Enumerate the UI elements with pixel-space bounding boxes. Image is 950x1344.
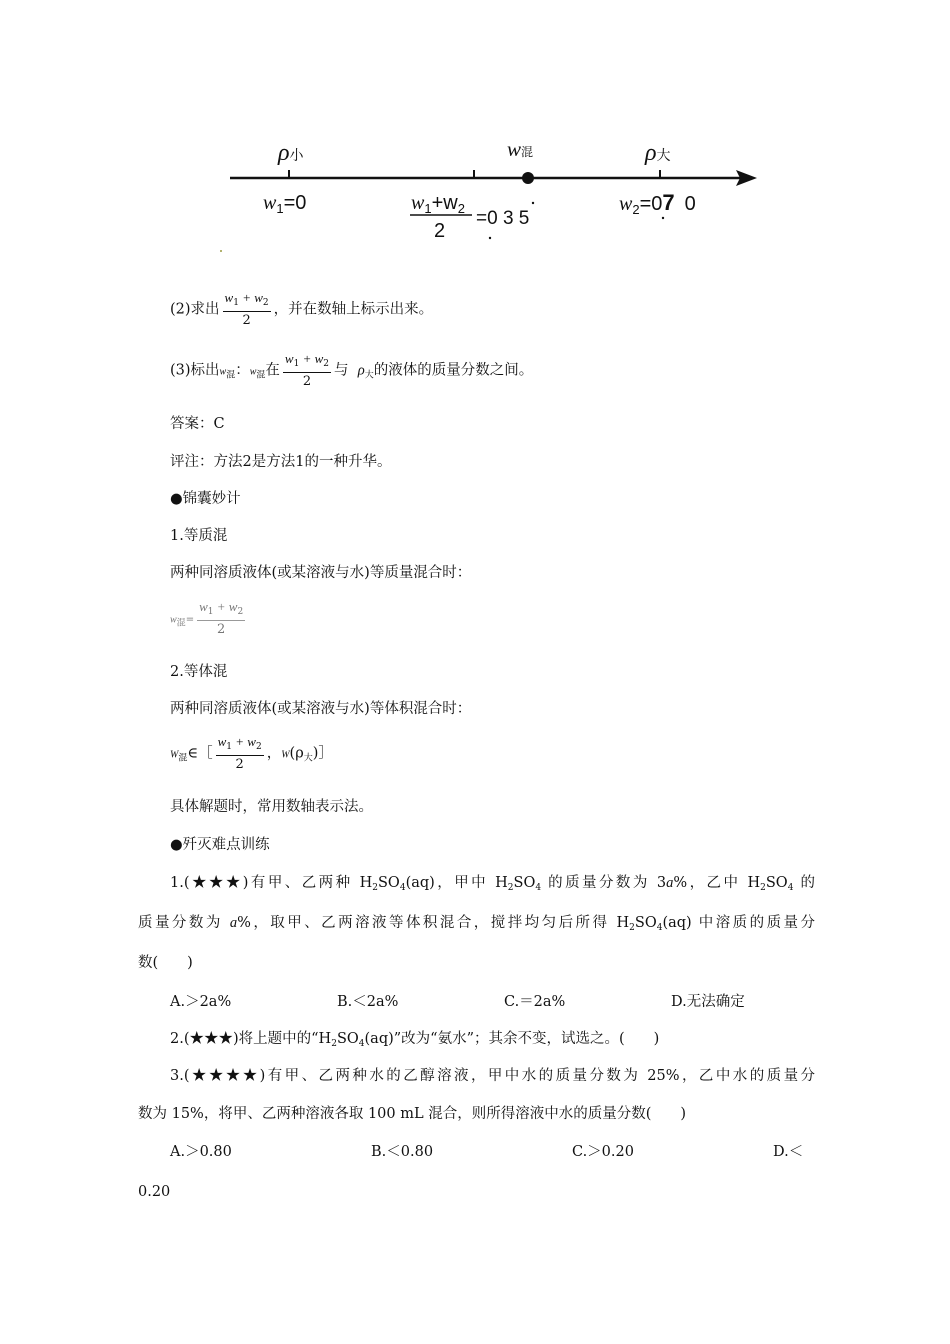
- tip2-formula: $W_混\in[$ $\frac{w_1 + w_2}{2}$ ，$W(\rho_大)]$: [170, 734, 333, 772]
- q1-option-a: A.＞2a%: [170, 994, 232, 1010]
- fraction: $\frac{w_1 + w_2}{2}$: [224, 290, 269, 328]
- step-2: (2)求出 $\frac{w_1 + w_2}{2}$ ，并在数轴上标示出来。: [170, 290, 434, 328]
- q3-option-c: C.＞0.20: [572, 1144, 634, 1160]
- w2-label: $w_2=07$ 0: [619, 190, 696, 217]
- training-heading: ●歼灭难点训练: [170, 837, 270, 853]
- answer: 答案：C: [170, 416, 225, 432]
- fraction: $\frac{w_1 + w_2}{2}$: [199, 599, 244, 637]
- number-axis: [0, 0, 950, 260]
- dot-mark: [662, 217, 664, 219]
- tip2-title: 2.等体混: [170, 664, 228, 680]
- question-3-line-1: 3.(★★★★)有甲、乙两种水的乙醇溶液，甲中水的质量分数为 25%，乙中水的质量分: [170, 1068, 815, 1084]
- fraction: $\frac{w_1 + w_2}{2}$: [217, 734, 262, 772]
- q3-option-b: B.＜0.80: [371, 1144, 434, 1160]
- tip1-text: 两种同溶质液体(或某溶液与水)等质量混合时：: [170, 565, 472, 581]
- tip1-title: 1.等质混: [170, 528, 228, 544]
- question-1-line-2: 质量分数为 a%，取甲、乙两溶液等体积混合，搅拌均匀后所得 $H_2SO_4(aq)$ 中溶质的质量分: [138, 915, 816, 933]
- fraction: $\frac{w_1 + w_2}{2}$: [284, 351, 330, 389]
- w1-label: $w_1=0$: [263, 192, 307, 216]
- q3-option-d: D.＜: [773, 1144, 804, 1160]
- tips-heading: ●锦囊妙计: [170, 491, 241, 507]
- fraction-numerator: $w_1+w_2$: [411, 192, 465, 216]
- rho-big-label: ρ大: [645, 140, 671, 166]
- q3-option-d-continued: 0.20: [138, 1184, 171, 1200]
- q1-option-b: B.＜2a%: [337, 994, 399, 1010]
- question-2: 2.(★★★)将上题中的“$H_2SO_4(aq)$”改为“氨水”；其余不变，试选之。( ): [170, 1031, 660, 1049]
- question-1-line-1: 1.(★★★)有甲、乙两种 $H_2SO_4(aq)$，甲中 $H_2SO_4$ 的质量分数为 3a%，乙中 $H_2SO_4$ 的: [170, 875, 815, 893]
- tip-method: 具体解题时，常用数轴表示法。: [170, 799, 373, 815]
- comment: 评注：方法2是方法1的一种升华。: [170, 454, 392, 470]
- fraction-denominator: 2: [434, 220, 446, 242]
- tip1-formula: $w_混=$ $\frac{w_1 + w_2}{2}$: [170, 599, 244, 637]
- q1-option-d: D.无法确定: [671, 994, 745, 1010]
- rho-small-label: ρ小: [278, 140, 304, 166]
- fraction-value: =0 3 5: [476, 208, 530, 229]
- tip2-text: 两种同溶质液体(或某溶液与水)等体积混合时：: [170, 701, 472, 717]
- dot-mark: [532, 202, 534, 204]
- w-mix-label: w混: [507, 137, 534, 161]
- q1-option-c: C.＝2a%: [504, 994, 566, 1010]
- question-1-line-3: 数( ): [138, 955, 193, 971]
- w-mix-point: [522, 172, 534, 184]
- question-3-line-2: 数为 15%，将甲、乙两种溶液各取 100 mL 混合，则所得溶液中水的质量分数( ): [138, 1106, 687, 1122]
- step-3: (3)标出$w_混$：$w_混$在 $\frac{w_1 + w_2}{2}$ 与 $\rho_大$的液体的质量分数之间。: [170, 351, 534, 389]
- dot-mark: [220, 250, 222, 252]
- q3-option-a: A.＞0.80: [170, 1144, 232, 1160]
- dot-mark: [489, 237, 491, 239]
